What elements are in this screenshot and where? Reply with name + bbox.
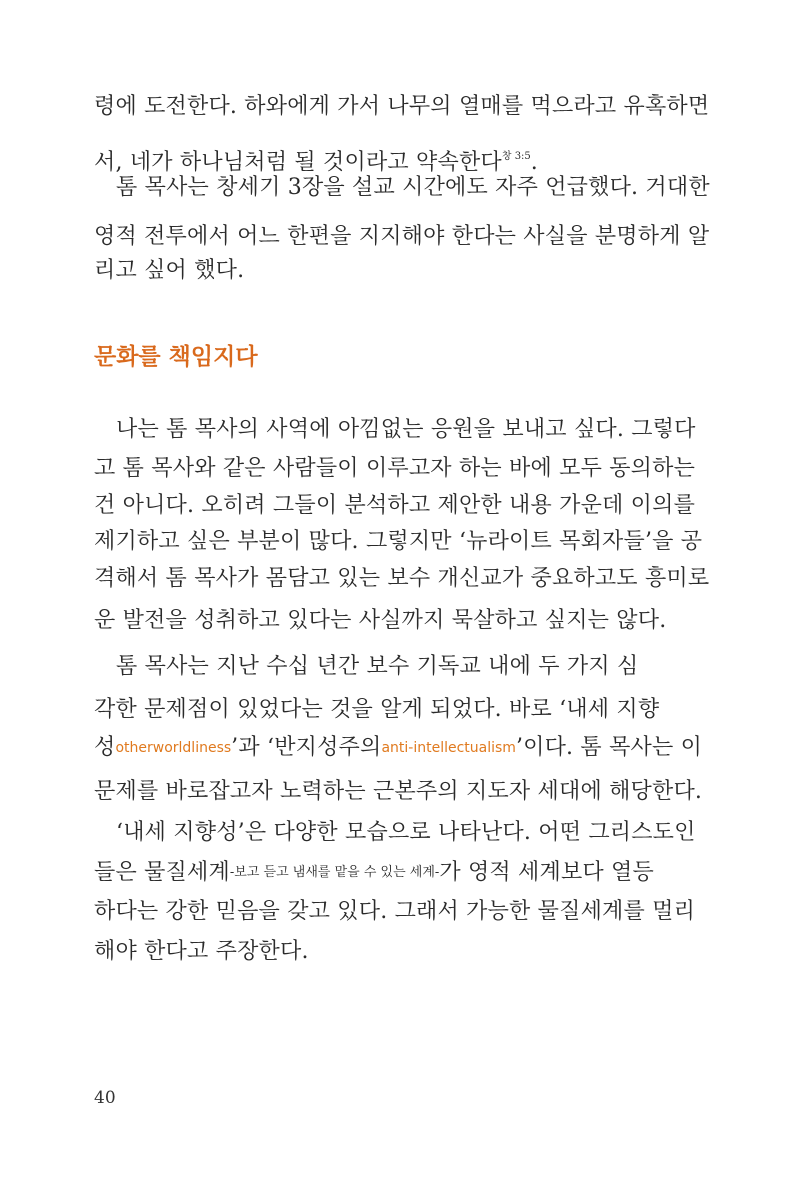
paragraph-line: 령에 도전한다. 하와에게 가서 나무의 열매를 먹으라고 유혹하면: [94, 94, 710, 119]
english-term-otherworldliness: otherworldliness: [115, 740, 232, 756]
paragraph-line: ‘내세 지향성’은 다양한 모습으로 나타난다. 어떤 그리스도인: [116, 820, 696, 845]
paragraph-line: 톰 목사는 창세기 3장을 설교 시간에도 자주 언급했다. 거대한: [116, 175, 710, 200]
paragraph-line: 고 톰 목사와 같은 사람들이 이루고자 하는 바에 모두 동의하는: [94, 456, 696, 481]
line-text: 서, 네가 하나님처럼 될 것이라고 약속한다: [94, 150, 502, 175]
paragraph-line: 격해서 톰 목사가 몸담고 있는 보수 개신교가 중요하고도 흥미로: [94, 566, 710, 591]
paragraph-line: 운 발전을 성취하고 있다는 사실까지 묵살하고 싶지는 않다.: [94, 608, 667, 633]
line-text: ’과 ‘반지성주의: [231, 735, 382, 760]
line-text: ’이다. 톰 목사는 이: [515, 735, 703, 760]
line-end: .: [530, 150, 538, 175]
english-term-anti-intellectualism: anti-intellectualism: [381, 740, 516, 756]
paragraph-line: 문제를 바로잡고자 노력하는 근본주의 지도자 세대에 해당한다.: [94, 779, 703, 804]
section-heading: 문화를 책임지다: [94, 344, 258, 370]
paragraph-line: 나는 톰 목사의 사역에 아낌없는 응원을 보내고 싶다. 그렇다: [116, 417, 696, 442]
paragraph-line: 영적 전투에서 어느 한편을 지지해야 한다는 사실을 분명하게 알: [94, 224, 710, 249]
line-text: 성: [94, 735, 116, 760]
paragraph-line: 건 아니다. 오히려 그들이 분석하고 제안한 내용 가운데 이의를: [94, 493, 696, 518]
paragraph-line: 해야 한다고 주장한다.: [94, 939, 309, 964]
page-number: 40: [94, 1088, 116, 1108]
parenthetical-note: -보고 듣고 냄새를 맡을 수 있는 세계-: [229, 865, 440, 880]
paragraph-line: 리고 싶어 했다.: [94, 258, 245, 283]
line-text: 가 영적 세계보다 열등: [439, 860, 654, 885]
scripture-reference: 창 3:5: [501, 151, 531, 162]
paragraph-line: 하다는 강한 믿음을 갖고 있다. 그래서 가능한 물질세계를 멀리: [94, 899, 696, 924]
paragraph-line: [94, 858, 654, 888]
paragraph-line: 각한 문제점이 있었다는 것을 알게 되었다. 바로 ‘내세 지향: [94, 697, 660, 722]
paragraph-line: 제기하고 싶은 부분이 많다. 그렇지만 ‘뉴라이트 목회자들’을 공: [94, 529, 703, 554]
paragraph-line: 톰 목사는 지난 수십 년간 보수 기독교 내에 두 가지 심: [116, 654, 639, 679]
paragraph-line: [94, 733, 703, 763]
line-text: 들은 물질세계: [94, 860, 230, 885]
